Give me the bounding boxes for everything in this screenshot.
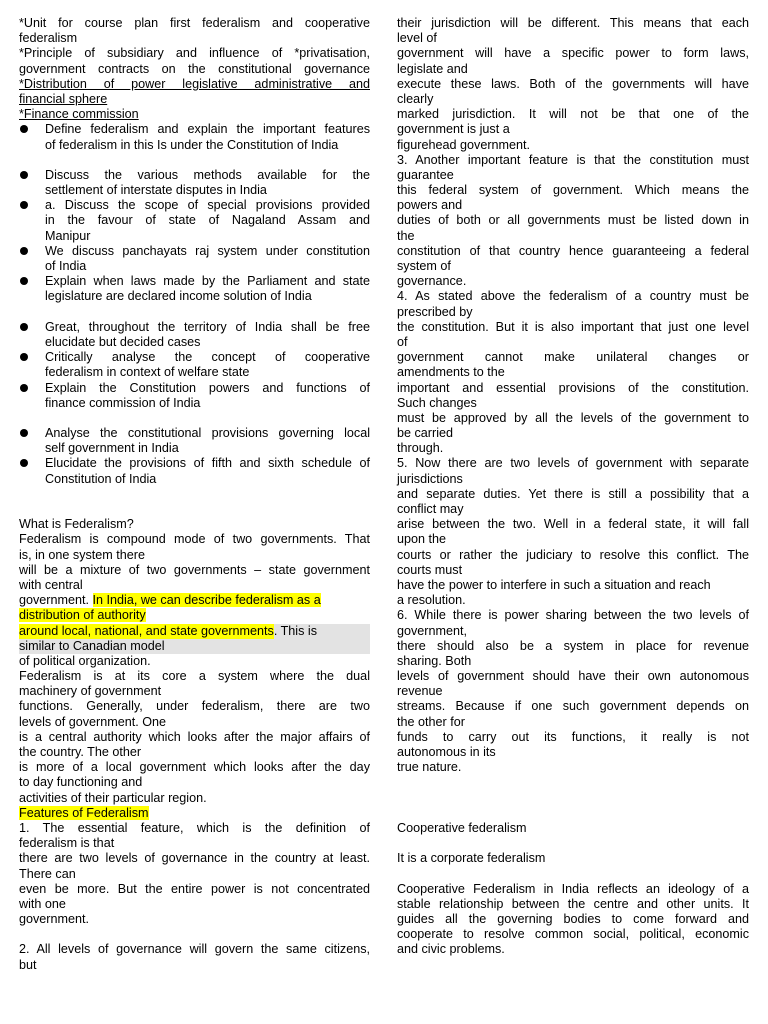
bullet-line: Critically analyse the concept of cooperative <box>45 350 370 365</box>
bullet-line: legislature are declared income solution of India <box>45 289 312 304</box>
bullet-line: finance commission of India <box>45 395 201 410</box>
text-line: there should also be a system in place for revenue <box>397 638 749 653</box>
text-line: with central <box>19 577 83 592</box>
text-line: levels of government should have their own autonomous <box>397 669 749 684</box>
federalism-definition <box>19 517 370 973</box>
text-line: with one <box>19 896 66 911</box>
text-line: powers and <box>397 198 463 213</box>
bullet-icon <box>19 198 45 244</box>
bullet-item <box>19 274 370 304</box>
text-line: guarantee <box>397 167 454 182</box>
highlighted-line <box>19 624 370 639</box>
text-line: is, in one system there <box>19 547 145 562</box>
text-line: constitution of that country hence guaranteeing a federal <box>397 243 749 258</box>
text-line: there are two levels of governance in the country at least. <box>19 851 370 866</box>
text-line: and civic problems. <box>397 942 505 957</box>
text-line: functions. Generally, under federalism, there are two <box>19 699 370 714</box>
bullet-line: Discuss the various methods available for the <box>45 167 370 182</box>
text-line: their jurisdiction will be different. This means that each <box>397 16 749 30</box>
highlighted-line <box>19 593 370 608</box>
text-line: governance. <box>397 274 467 289</box>
cooperative-federalism-section <box>397 821 749 958</box>
text-line: It is a corporate federalism <box>397 851 546 866</box>
text-line: important and essential provisions of the constitution. <box>397 380 749 395</box>
bullet-item <box>19 456 370 486</box>
highlighted-line <box>19 608 370 623</box>
features-continued <box>397 16 749 775</box>
text-line: jurisdictions <box>397 471 463 486</box>
text-line: funds to carry out its functions, it really is not <box>397 729 749 744</box>
bullet-line: Explain the Constitution powers and functions of <box>45 380 370 395</box>
text-line: the country. The other <box>19 745 142 759</box>
course-intro <box>19 16 370 77</box>
bullet-line: Define federalism and explain the important features <box>45 122 370 137</box>
text-line: is more of a local government which looks after the day <box>19 760 370 775</box>
highlight-span: In India, we can describe federalism as a <box>92 593 321 608</box>
text-line: marked jurisdiction. It will not be that one of the <box>397 107 749 122</box>
text-line: Federalism is compound mode of two governments. That <box>19 532 370 547</box>
bullet-item <box>19 168 370 198</box>
bullet-icon <box>19 350 45 380</box>
text-line: levels of government. One <box>19 714 167 729</box>
bullet-icon <box>19 320 45 350</box>
text-line: *Principle of subsidiary and influence of *privatisation, <box>19 46 370 61</box>
bullet-icon <box>19 456 45 486</box>
bullet-line: Elucidate the provisions of fifth and sixth schedule of <box>45 456 370 471</box>
text-line: stable relationship between the centre and other units. It <box>397 896 749 911</box>
features-heading-line <box>19 806 370 821</box>
text-line: execute these laws. Both of the governments will have <box>397 76 749 91</box>
bullet-icon <box>19 274 45 304</box>
right-column <box>397 16 749 958</box>
bullet-line: Analyse the constitutional provisions governing local <box>45 426 370 441</box>
text-line: government. <box>19 912 90 927</box>
bullet-line: of India <box>45 259 87 273</box>
text-span: government. <box>19 593 93 608</box>
bullet-line: of federalism in this Is under the Constitution of India <box>45 137 339 152</box>
bullet-line: We discuss panchayats raj system under constitution <box>45 243 370 258</box>
bullet-line: a. Discuss the scope of special provisions provided <box>45 198 370 213</box>
highlight-span: around local, national, and state governments <box>19 623 274 638</box>
text-line: guides all the governing bodies to come forward and <box>397 912 749 927</box>
text-line: federalism <box>19 31 78 46</box>
bullet-line: Manipur <box>45 228 91 243</box>
text-line: sharing. Both <box>397 653 472 668</box>
text-line: 6. While there is power sharing between the two levels of <box>397 608 749 623</box>
text-line: but <box>19 957 37 972</box>
text-line: conflict may <box>397 502 464 516</box>
bullet-line: elucidate but decided cases <box>45 334 201 349</box>
text-line: courts must <box>397 562 463 577</box>
text-line: a resolution. <box>397 593 466 608</box>
section-heading: What is Federalism? <box>19 517 134 532</box>
text-line: federalism is that <box>19 836 115 851</box>
text-line: true nature. <box>397 760 462 775</box>
text-line: Federalism is at its core a system where the dual <box>19 669 370 684</box>
text-line: 2. All levels of governance will govern the same citizens, <box>19 942 370 957</box>
gray-highlight-span: . This is <box>274 624 370 639</box>
text-line: this federal system of government. Which means the <box>397 183 749 198</box>
text-line: 5. Now there are two levels of government with separate <box>397 456 749 471</box>
text-line: the <box>397 228 415 243</box>
text-line: level of <box>397 31 437 46</box>
text-line: system of <box>397 259 451 273</box>
text-line: government cannot make unilateral changes or <box>397 350 749 365</box>
bullet-item <box>19 381 370 411</box>
text-line: *Distribution of power legislative administrative and <box>19 76 370 91</box>
text-line: prescribed by <box>397 304 473 319</box>
text-line: figurehead government. <box>397 137 531 152</box>
bullet-item <box>19 198 370 244</box>
text-line: government is just a <box>397 122 510 137</box>
text-line: and separate duties. Yet there is still a possibility that a <box>397 486 749 501</box>
bullet-icon <box>19 244 45 274</box>
text-line: government will have a specific power to form laws, <box>397 46 749 61</box>
text-line: to day functioning and <box>19 775 143 790</box>
text-line: *Unit for course plan first federalism and cooperative <box>19 16 370 30</box>
text-line: duties of both or all governments must be listed down in <box>397 213 749 228</box>
text-line: Such changes <box>397 395 477 410</box>
text-line: be carried <box>397 426 454 441</box>
text-line: 3. Another important feature is that the constitution must <box>397 152 749 167</box>
text-line: clearly <box>397 91 434 106</box>
bullet-line: federalism in context of welfare state <box>45 365 250 380</box>
text-line: cooperate to resolve common social, political, economic <box>397 927 749 942</box>
text-line: is a central authority which looks after the major affairs of <box>19 729 370 744</box>
text-line: revenue <box>397 684 443 699</box>
bullet-item <box>19 320 370 350</box>
text-line: through. <box>397 441 444 456</box>
text-line: even be more. But the entire power is not concentrated <box>19 881 370 896</box>
bullet-line: Constitution of India <box>45 471 157 486</box>
text-line: 4. As stated above the federalism of a country must be <box>397 289 749 304</box>
text-line: of <box>397 334 408 349</box>
text-line: the constitution. But it is also important that just one level <box>397 319 749 334</box>
bullet-item <box>19 244 370 274</box>
text-line: legislate and <box>397 61 468 76</box>
highlight-span: distribution of authority <box>19 608 146 623</box>
text-line: financial sphere <box>19 91 108 106</box>
text-line: arise between the two. Well in a federal state, it will fall <box>397 517 749 532</box>
text-line: *Finance commission <box>19 107 139 122</box>
bullet-icon <box>19 168 45 198</box>
section-heading: Cooperative federalism <box>397 820 527 835</box>
text-line: government contracts on the constitutional governance <box>19 61 370 76</box>
bullet-item <box>19 350 370 380</box>
text-line: will be a mixture of two governments – state government <box>19 562 370 577</box>
bullet-item <box>19 426 370 456</box>
bullet-line: in the favour of state of Nagaland Assam and <box>45 213 370 228</box>
text-line: activities of their particular region. <box>19 790 207 805</box>
text-line: Cooperative Federalism in India reflects an ideology of a <box>397 881 749 896</box>
text-line: have the power to interfere in such a situation and reach <box>397 577 711 592</box>
text-line: streams. Because if one such government depends on <box>397 699 749 714</box>
text-line: There can <box>19 866 76 881</box>
text-line: autonomous in its <box>397 745 496 759</box>
bullet-icon <box>19 122 45 152</box>
text-line: of political organization. <box>19 653 151 668</box>
underlined-topics <box>19 77 370 123</box>
features-heading: Features of Federalism <box>19 805 149 820</box>
bullet-line: Explain when laws made by the Parliament and state <box>45 274 370 289</box>
text-line: machinery of government <box>19 684 162 699</box>
text-line: 1. The essential feature, which is the definition of <box>19 820 370 835</box>
bullet-line: Great, throughout the territory of India shall be free <box>45 319 370 334</box>
question-list <box>19 122 370 487</box>
bullet-icon <box>19 426 45 456</box>
text-line: government, <box>397 623 468 638</box>
text-line: amendments to the <box>397 365 505 380</box>
bullet-icon <box>19 381 45 411</box>
gray-highlight-line: similar to Canadian model <box>19 639 370 654</box>
text-line: must be approved by all the levels of the government to <box>397 410 749 425</box>
text-line: courts or rather the judiciary to resolve this conflict. The <box>397 547 749 562</box>
left-column <box>19 16 370 973</box>
text-line: upon the <box>397 532 447 547</box>
bullet-line: settlement of interstate disputes in India <box>45 183 267 198</box>
text-line: the other for <box>397 714 465 729</box>
bullet-line: self government in India <box>45 441 179 456</box>
bullet-item <box>19 122 370 152</box>
